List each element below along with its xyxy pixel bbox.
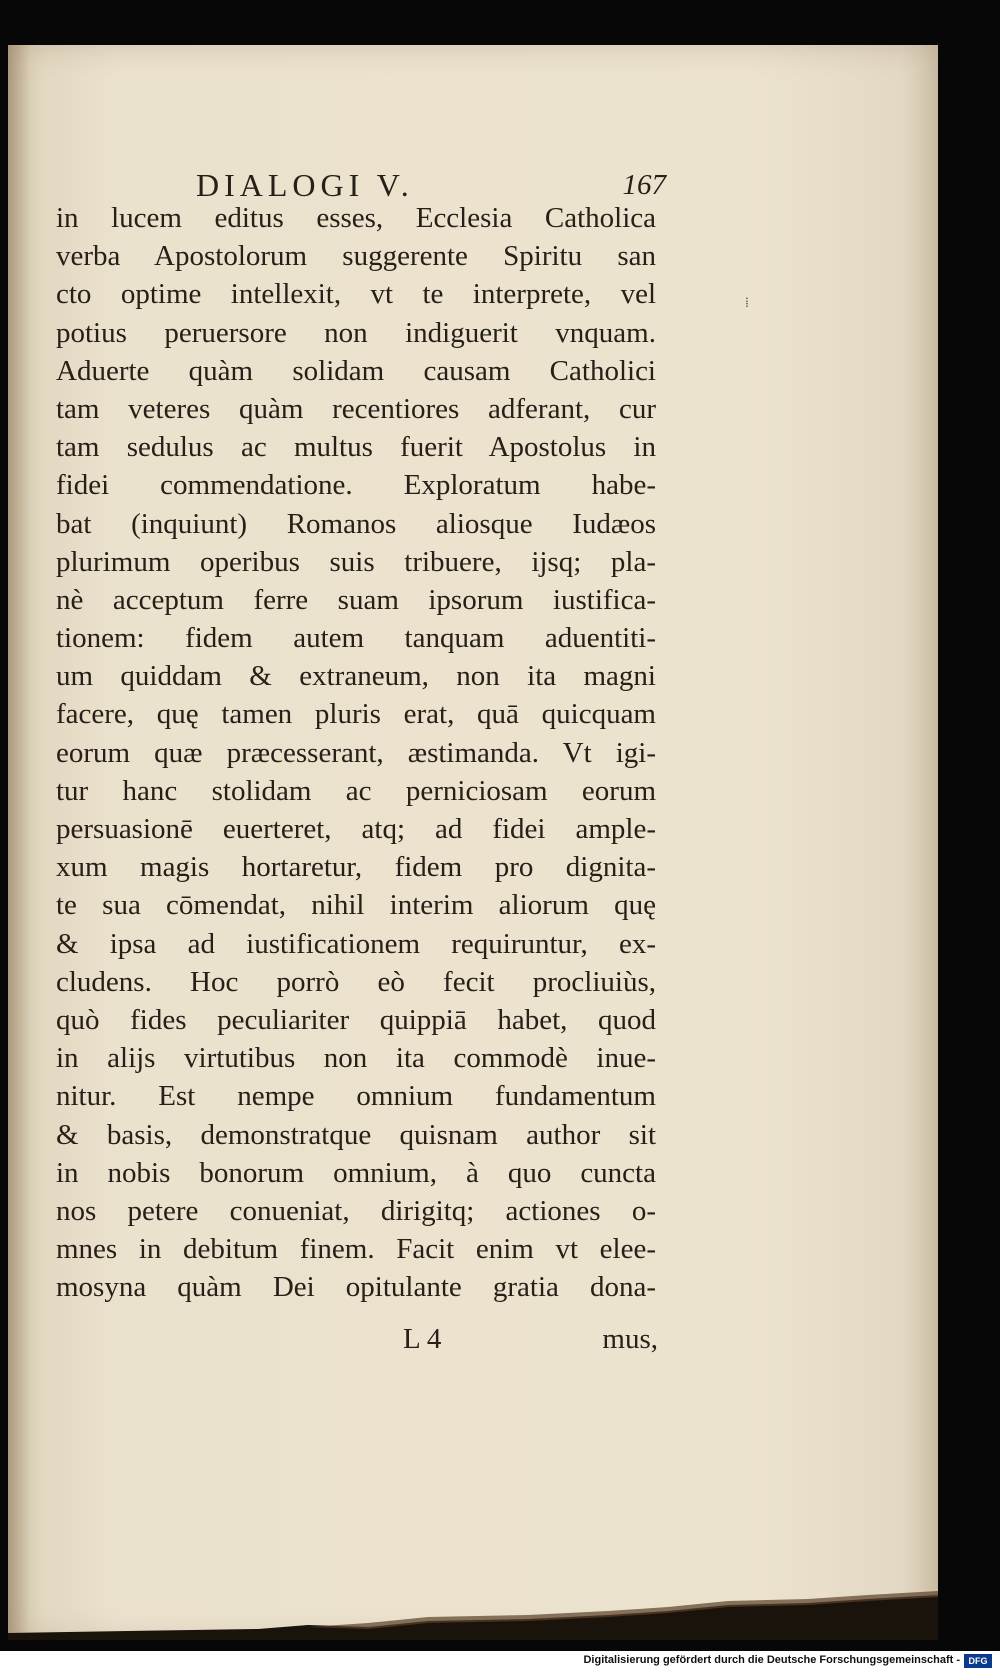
text-line: te sua cōmendat, nihil interim aliorum quę bbox=[56, 889, 656, 922]
running-title: DIALOGI V. bbox=[196, 167, 414, 203]
dfg-logo-icon: DFG bbox=[964, 1654, 992, 1668]
text-line: nè acceptum ferre suam ipsorum iustifica- bbox=[56, 583, 656, 616]
text-line: in nobis bonorum omnium, à quo cuncta bbox=[56, 1156, 656, 1189]
text-line: quò fides peculiariter quippiā habet, quod bbox=[56, 1003, 656, 1036]
text-line: in alijs virtutibus non ita commodè inue- bbox=[56, 1042, 656, 1075]
text-line: xum magis hortaretur, fidem pro dignita- bbox=[56, 851, 656, 884]
text-line: tam sedulus ac multus fuerit Apostolus in bbox=[56, 431, 656, 464]
text-line: nos petere conueniat, dirigitq; actiones o- bbox=[56, 1194, 656, 1227]
margin-speck: ⁞ bbox=[745, 295, 749, 311]
signature-mark: L 4 bbox=[403, 1323, 442, 1355]
catchword: mus, bbox=[602, 1323, 658, 1355]
credit-bar bbox=[0, 1651, 1000, 1671]
page-gutter-shadow bbox=[8, 45, 30, 1640]
text-line: tam veteres quàm recentiores adferant, cur bbox=[56, 392, 656, 425]
text-line: Aduerte quàm solidam causam Catholici bbox=[56, 354, 656, 387]
text-line: um quiddam & extraneum, non ita magni bbox=[56, 660, 656, 693]
text-line: mnes in debitum finem. Facit enim vt elee- bbox=[56, 1233, 656, 1266]
page-footer bbox=[403, 1323, 658, 1361]
text-line: & basis, demonstratque quisnam author sit bbox=[56, 1118, 656, 1151]
text-line: in lucem editus esses, Ecclesia Catholica bbox=[56, 202, 656, 234]
text-line: bat (inquiunt) Romanos aliosque Iudæos bbox=[56, 507, 656, 540]
text-line: persuasionē euerteret, atq; ad fidei ample- bbox=[56, 813, 656, 845]
text-line: nitur. Est nempe omnium fundamentum bbox=[56, 1080, 656, 1113]
text-line: fidei commendatione. Exploratum habe- bbox=[56, 469, 656, 502]
text-line: eorum quæ præcesserant, æstimanda. Vt igi- bbox=[56, 736, 656, 769]
running-head bbox=[196, 167, 666, 203]
funding-credit: Digitalisierung gefördert durch die Deutsche Forschungsgemeinschaft - bbox=[583, 1654, 960, 1666]
text-line: tur hanc stolidam ac perniciosam eorum bbox=[56, 774, 656, 807]
book-page bbox=[8, 45, 938, 1640]
body-text bbox=[56, 199, 656, 1306]
text-line: facere, quę tamen pluris erat, quā quicquam bbox=[56, 698, 656, 731]
text-line: cto optime intellexit, vt te interprete, vel bbox=[56, 278, 656, 311]
text-line: cludens. Hoc porrò eò fecit procliuiùs, bbox=[56, 965, 656, 998]
text-line: verba Apostolorum suggerente Spiritu san bbox=[56, 240, 656, 273]
text-line: mosyna quàm Dei opitulante gratia dona- bbox=[56, 1271, 656, 1304]
text-line: & ipsa ad iustificationem requiruntur, ex- bbox=[56, 927, 656, 960]
text-line: plurimum operibus suis tribuere, ijsq; pla- bbox=[56, 545, 656, 578]
text-line: potius peruersore non indiguerit vnquam. bbox=[56, 316, 656, 349]
worn-bottom-edge bbox=[8, 1545, 938, 1640]
text-line: tionem: fidem autem tanquam aduentiti- bbox=[56, 622, 656, 655]
page-number: 167 bbox=[622, 169, 666, 201]
